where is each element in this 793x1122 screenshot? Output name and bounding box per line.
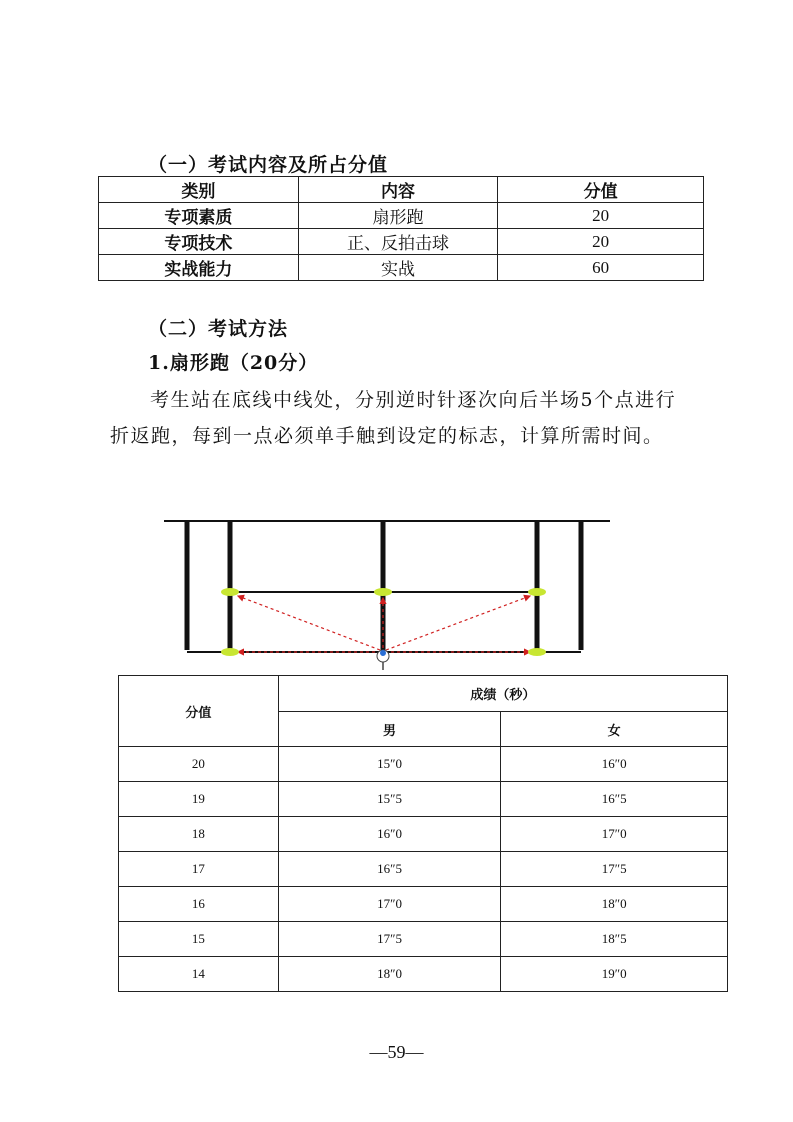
female-time-cell: 18″0	[501, 887, 728, 922]
female-time-cell: 18″5	[501, 922, 728, 957]
table-header-row	[99, 177, 704, 203]
score-cell: 17	[119, 852, 279, 887]
category-cell: 专项技术	[99, 229, 299, 255]
paragraph-line-2: 折返跑，每到一点必须单手触到设定的标志，计算所需时间。	[110, 425, 664, 447]
table-row	[119, 747, 728, 782]
female-time-cell: 16″5	[501, 782, 728, 817]
score-allocation-table	[98, 176, 704, 281]
score-cell: 16	[119, 887, 279, 922]
score-cell: 14	[119, 957, 279, 992]
male-time-cell: 16″5	[278, 852, 501, 887]
page-number: —59—	[369, 1042, 424, 1062]
content-cell: 正、反拍击球	[298, 229, 498, 255]
result-column-header: 成绩（秒）	[278, 676, 727, 712]
score-cell: 20	[119, 747, 279, 782]
table-row	[119, 817, 728, 852]
score-cell: 18	[119, 817, 279, 852]
male-time-cell: 18″0	[278, 957, 501, 992]
column-header: 分值	[498, 177, 704, 203]
section-heading-method: （二）考试方法	[148, 318, 289, 340]
table-row	[119, 782, 728, 817]
score-cell: 20	[498, 203, 704, 229]
category-cell: 实战能力	[99, 255, 299, 281]
female-column-header: 女	[501, 712, 728, 747]
category-cell: 专项素质	[99, 203, 299, 229]
female-time-cell: 19″0	[501, 957, 728, 992]
male-column-header: 男	[278, 712, 501, 747]
male-time-cell: 16″0	[278, 817, 501, 852]
table-row	[99, 229, 704, 255]
score-cell: 19	[119, 782, 279, 817]
score-column-header: 分值	[119, 676, 279, 747]
score-cell: 15	[119, 922, 279, 957]
fan-run-grading-table	[118, 675, 728, 992]
sub-heading-fan-run: 1.扇形跑（20分）	[148, 352, 319, 374]
male-time-cell: 17″0	[278, 887, 501, 922]
male-time-cell: 15″5	[278, 782, 501, 817]
column-header: 内容	[298, 177, 498, 203]
column-header: 类别	[99, 177, 299, 203]
content-cell: 实战	[298, 255, 498, 281]
content-cell: 扇形跑	[298, 203, 498, 229]
table-row	[119, 852, 728, 887]
table-row	[99, 203, 704, 229]
table-row	[119, 957, 728, 992]
table-row	[99, 255, 704, 281]
score-cell: 20	[498, 229, 704, 255]
table-row	[119, 887, 728, 922]
male-time-cell: 17″5	[278, 922, 501, 957]
fan-run-court-diagram	[160, 512, 620, 674]
score-cell: 60	[498, 255, 704, 281]
paragraph-line-1: 考生站在底线中线处，分别逆时针逐次向后半场5个点进行	[150, 389, 677, 411]
female-time-cell: 16″0	[501, 747, 728, 782]
section-heading-content: （一）考试内容及所占分值	[148, 154, 389, 176]
male-time-cell: 15″0	[278, 747, 501, 782]
female-time-cell: 17″0	[501, 817, 728, 852]
female-time-cell: 17″5	[501, 852, 728, 887]
table-row	[119, 922, 728, 957]
